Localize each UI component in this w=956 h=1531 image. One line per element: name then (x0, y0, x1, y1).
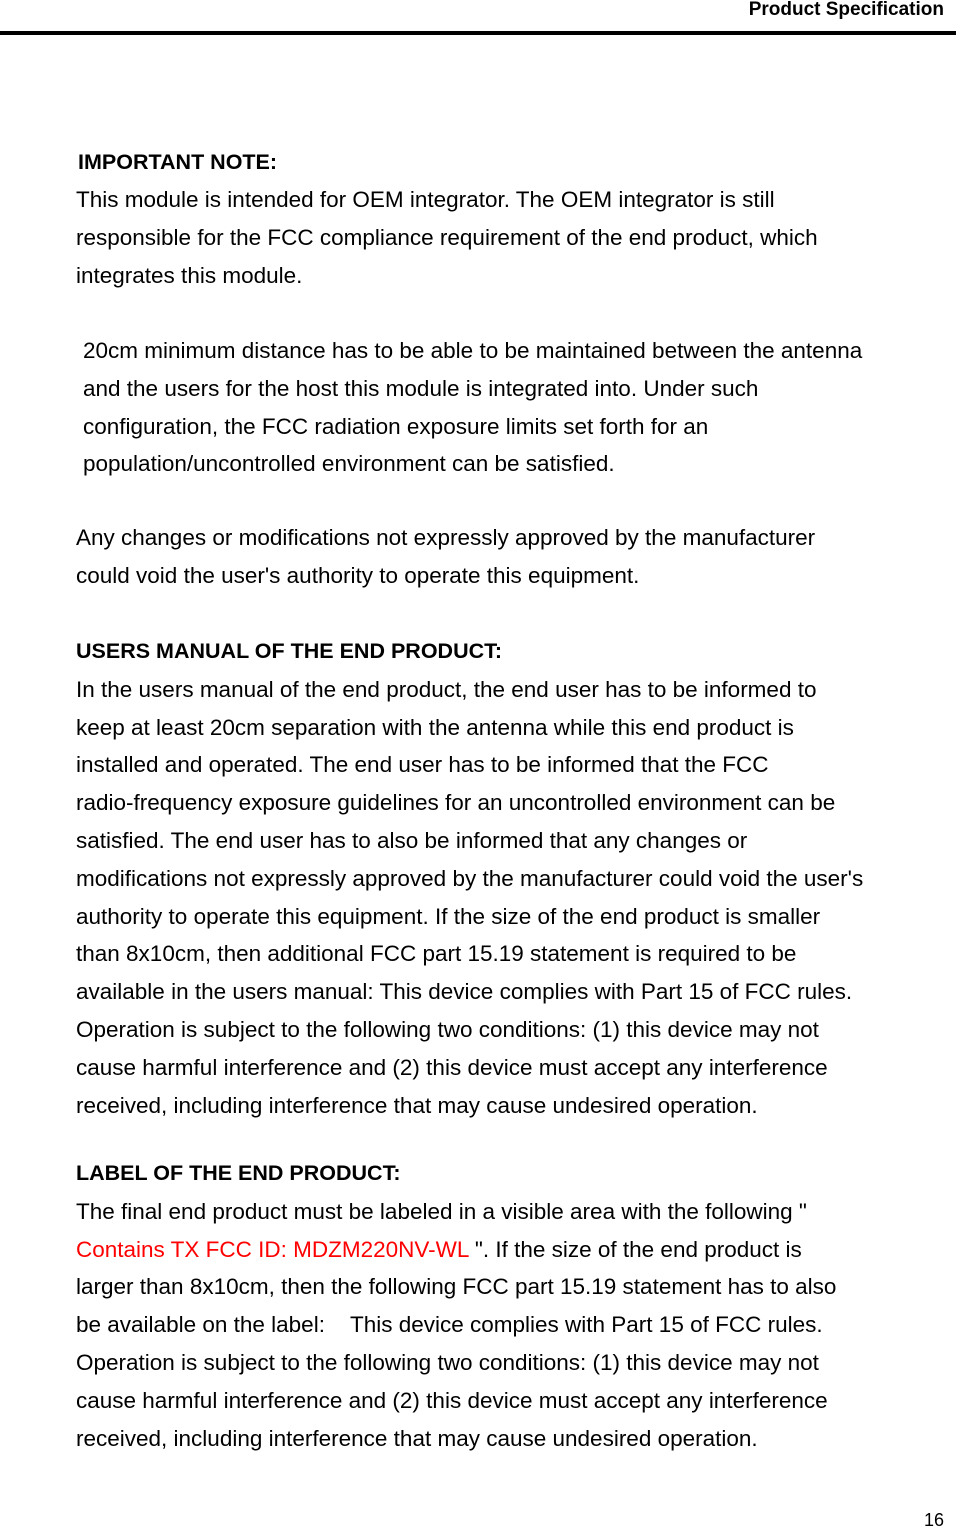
paragraph-line: be available on the label: This device complies with Part 15 of FCC rules. (76, 1312, 823, 1338)
paragraph-line: available in the users manual: This device complies with Part 15 of FCC rules. (76, 979, 853, 1005)
paragraph-line: received, including interference that may cause undesired operation. (76, 1092, 758, 1118)
label-section (76, 1155, 836, 1457)
paragraph-line: 20cm minimum distance has to be able to be maintained between the antenna (83, 338, 863, 363)
paragraph-line: keep at least 20cm separation with the antenna while this end product is (76, 714, 794, 740)
users-manual-section (76, 633, 863, 1124)
paragraph-line: configuration, the FCC radiation exposure limits set forth for an (83, 413, 709, 439)
paragraph-line: could void the user's authority to operate this equipment. (76, 562, 640, 588)
paragraph-line: cause harmful interference and (2) this device must accept any interference (76, 1054, 828, 1080)
page-number: 16 (923, 1510, 944, 1530)
paragraph-line: population/uncontrolled environment can be satisfied. (83, 451, 615, 477)
users-manual-heading: USERS MANUAL OF THE END PRODUCT: (76, 639, 503, 663)
page-header-title: Product Specification (748, 0, 944, 20)
changes-note-body (76, 519, 815, 595)
paragraph-line: responsible for the FCC compliance requirement of the end product, which (76, 224, 818, 250)
important-note-section (78, 144, 277, 182)
paragraph-line: integrates this module. (76, 262, 303, 288)
paragraph-line-with-fcc-id (76, 1231, 836, 1269)
paragraph-line: authority to operate this equipment. If the size of the end product is smaller (76, 903, 821, 929)
paragraph-line: modifications not expressly approved by the manufacturer could void the user's (76, 865, 864, 891)
paragraph-line: satisfied. The end user has to also be informed that any changes or (76, 827, 748, 853)
paragraph-line: cause harmful interference and (2) this device must accept any interference (76, 1387, 828, 1413)
paragraph-line: Any changes or modifications not expressly approved by the manufacturer (76, 525, 816, 550)
fcc-id-text: Contains TX FCC ID: MDZM220NV-WL (76, 1236, 469, 1262)
paragraph-line: In the users manual of the end product, the end user has to be informed to (76, 676, 817, 702)
paragraph-line: Operation is subject to the following two conditions: (1) this device may not (76, 1016, 819, 1042)
header-divider (0, 31, 956, 35)
paragraph-line: installed and operated. The end user has to be informed that the FCC (76, 752, 769, 778)
paragraph-line: than 8x10cm, then additional FCC part 15.19 statement is required to be (76, 941, 797, 967)
paragraph-line: radio-frequency exposure guidelines for an uncontrolled environment can be (76, 790, 836, 816)
paragraph-line: larger than 8x10cm, then the following FCC part 15.19 statement has to also (76, 1274, 837, 1300)
important-note-body (76, 181, 818, 294)
label-heading: LABEL OF THE END PRODUCT: (76, 1161, 401, 1185)
paragraph-line: The final end product must be labeled in a visible area with the following " (76, 1198, 807, 1224)
paragraph-line: received, including interference that may cause undesired operation. (76, 1425, 758, 1451)
fcc-id-line-rest: ". If the size of the end product is (468, 1236, 802, 1262)
important-note-heading: IMPORTANT NOTE: (78, 150, 278, 174)
distance-note-body (83, 332, 862, 483)
paragraph-line: This module is intended for OEM integrator. The OEM integrator is still (76, 187, 775, 212)
paragraph-line: Operation is subject to the following two conditions: (1) this device may not (76, 1349, 819, 1375)
paragraph-line: and the users for the host this module is integrated into. Under such (83, 375, 759, 401)
